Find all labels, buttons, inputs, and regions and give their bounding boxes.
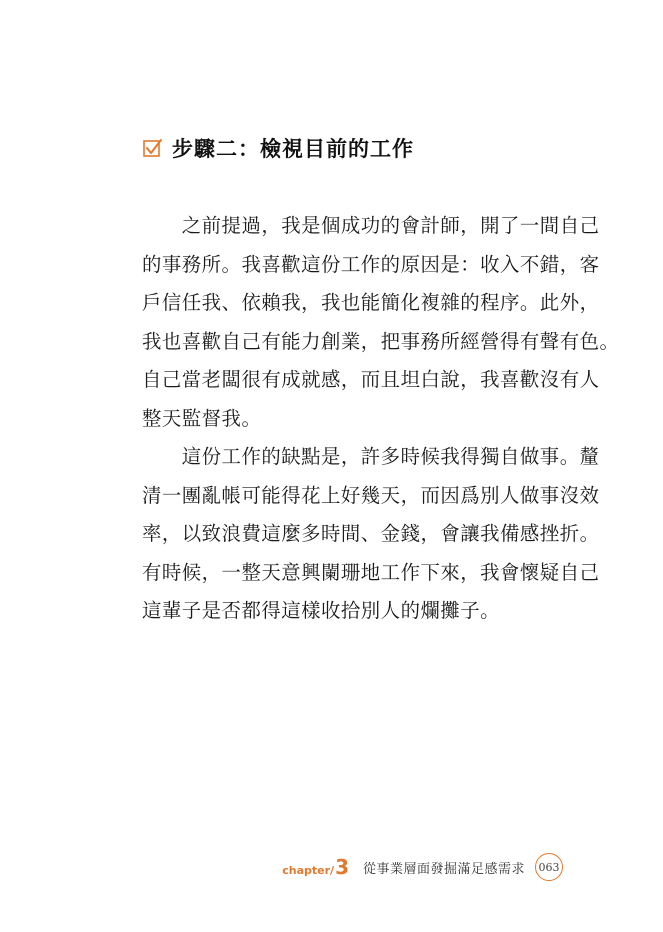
chapter-label [282,855,349,879]
chapter-title: 從事業層面發掘滿足感需求 [362,861,525,877]
paragraph-line: 整天監督我。 [142,406,262,430]
page-number: 063 [535,853,563,881]
paragraph-line: 戶信任我、依賴我，我也能簡化複雜的程序。此外， [142,291,600,314]
chapter-slash: / [330,864,335,877]
paragraph-line: 有時候，一整天意興闌珊地工作下來，我會懷疑自己 [142,560,600,584]
paragraph-line: 我也喜歡自己有能力創業，把事務所經營得有聲有色。 [142,329,620,353]
paragraph-line: 的事務所。我喜歡這份工作的原因是：收入不錯，客 [142,252,600,276]
page-footer [282,853,563,881]
checkbox-check-icon [142,137,164,159]
paragraph-line: 自己當老闆很有成就感，而且坦白說，我喜歡沒有人 [142,368,600,391]
paragraph-line: 之前提過，我是個成功的會計師，開了一間自己 [142,214,600,237]
paragraph-2 [142,438,600,631]
section-title: 步驟二：檢視目前的工作 [172,137,414,161]
section-heading [142,133,414,163]
paragraph-line: 這輩子是否都得這樣收拾別人的爛攤子。 [142,599,501,622]
paragraph-line: 清一團亂帳可能得花上好幾天，而因爲別人做事沒效 [142,483,600,507]
chapter-word: chapter [282,864,331,877]
chapter-number: 3 [335,855,349,879]
paragraph-1 [142,207,620,438]
paragraph-line: 這份工作的缺點是，許多時候我得獨自做事。釐 [142,445,600,468]
paragraph-line: 率，以致浪費這麼多時間、金錢，會讓我備感挫折。 [142,522,600,545]
